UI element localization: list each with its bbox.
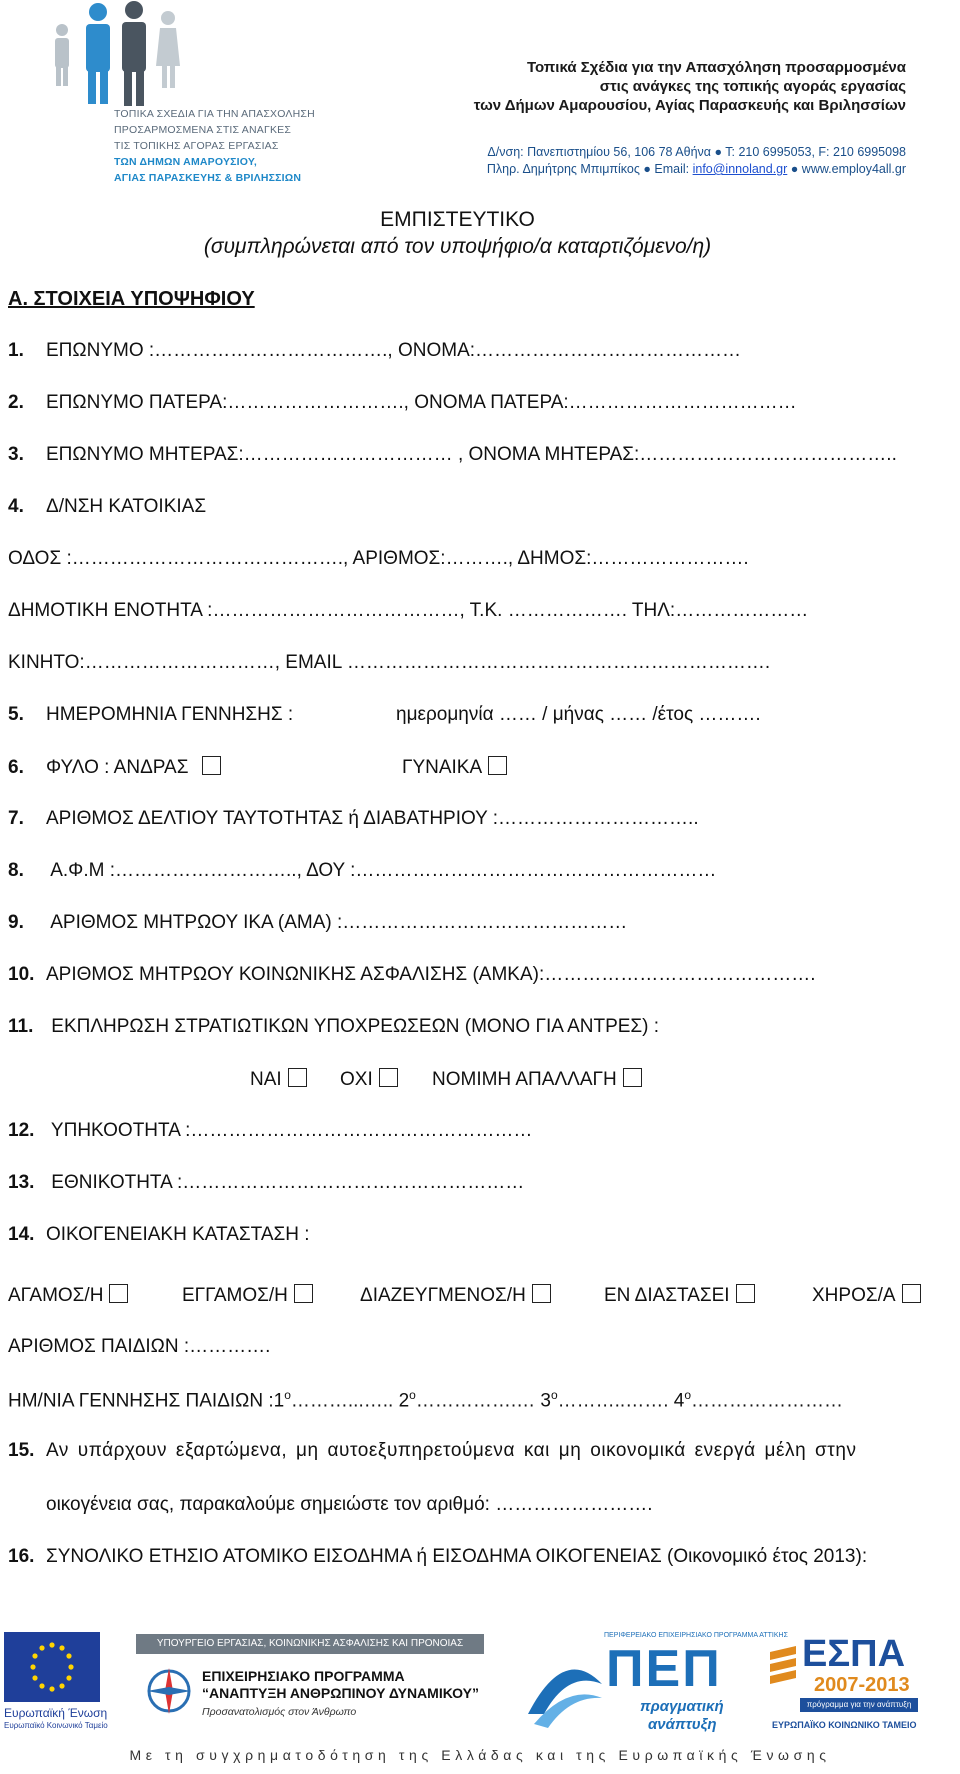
marital-separated-checkbox[interactable] xyxy=(736,1284,755,1303)
logo-text-5: ΑΓΙΑΣ ΠΑΡΑΣΚΕΥΗΣ & ΒΡΙΛΗΣΣΙΩΝ xyxy=(114,172,302,184)
field-text: Αν υπάρχουν εξαρτώμενα, μη αυτοεξυπηρετούμενα και μη οικονομικά ενεργά μέλη στην xyxy=(46,1440,857,1461)
military-yes-option xyxy=(250,1068,307,1091)
marital-widowed-checkbox[interactable] xyxy=(902,1284,921,1303)
espa-stripes-icon xyxy=(768,1642,798,1688)
field-municipal-unit[interactable]: ΔΗΜΟΤΙΚΗ ΕΝΟΤΗΤΑ :…………………………………, Τ.Κ. ………………. ΤΗΛ:………………… xyxy=(8,600,809,621)
field-street[interactable]: ΟΔΟΣ :……………………………………., ΑΡΙΘΜΟΣ:………., ΔΗΜΟΣ:……………………. xyxy=(8,548,749,569)
field-number: 15. xyxy=(8,1440,35,1461)
doc-title: ΕΜΠΙΣΤΕΥΤΙΚΟ xyxy=(380,208,535,231)
field-text: ΕΠΩΝΥΜΟ ΜΗΤΕΡΑΣ:…………………………… , ΟΝΟΜΑ ΜΗΤΕΡΑΣ:………………………………….. xyxy=(46,444,897,465)
pep-sub-1: πραγματική xyxy=(640,1698,724,1715)
field-text: ΟΙΚΟΓΕΝΕΙΑΚΗ ΚΑΤΑΣΤΑΣΗ : xyxy=(46,1224,310,1245)
eu-label: Ευρωπαϊκή Ένωση xyxy=(4,1706,108,1720)
cofunding-note: Με τη συγχρηματοδότηση της Ελλάδας και της Ευρωπαϊκής Ένωσης xyxy=(129,1747,831,1763)
logo-text-4: ΤΩΝ ΔΗΜΩΝ ΑΜΑΡΟΥΣΙΟΥ, xyxy=(114,156,258,168)
field-number: 3. xyxy=(8,444,24,465)
field-citizenship[interactable] xyxy=(8,1120,532,1142)
field-number: 4. xyxy=(8,496,24,517)
compass-icon xyxy=(144,1662,194,1720)
website: ● www.employ4all.gr xyxy=(787,162,906,176)
field-text: ΑΡΙΘΜΟΣ ΜΗΤΡΩΟΥ ΙΚΑ (ΑΜΑ) :……………………………………… xyxy=(46,912,628,933)
field-number: 7. xyxy=(8,808,24,829)
military-no-option xyxy=(340,1068,398,1091)
ordinal-1: ο xyxy=(284,1388,291,1402)
option-label: ΧΗΡΟΣ/Α xyxy=(812,1285,896,1306)
female-option xyxy=(402,756,507,779)
pep-swoosh-icon xyxy=(524,1654,604,1732)
field-number: 11. xyxy=(8,1016,34,1037)
program-line-3: των Δήμων Αμαρουσίου, Αγίας Παρασκευής και Βριλησσίων xyxy=(473,97,906,114)
contact-line xyxy=(487,162,906,176)
logo-text-3: ΤΙΣ ΤΟΠΙΚΗΣ ΑΓΟΡΑΣ ΕΡΓΑΣΙΑΣ xyxy=(114,140,279,152)
marital-married-checkbox[interactable] xyxy=(294,1284,313,1303)
field-id-card[interactable] xyxy=(8,808,699,830)
field-text: ΕΠΩΝΥΜΟ :………………………………., ΟΝΟΜΑ:…………………………………… xyxy=(46,340,742,361)
employ4all-logo xyxy=(40,0,315,190)
option-label: ΔΙΑΖΕΥΓΜΕΝΟΣ/Η xyxy=(360,1285,526,1306)
espa-fund: ΕΥΡΩΠΑΪΚΟ ΚΟΙΝΩΝΙΚΟ ΤΑΜΕΙΟ xyxy=(772,1720,917,1730)
marital-married-option xyxy=(182,1284,313,1307)
epanad-title-1: ΕΠΙΧΕΙΡΗΣΙΑΚΟ ΠΡΟΓΡΑΜΜΑ xyxy=(202,1668,405,1684)
field-text: Α.Φ.Μ :……………………….., ΔΟΥ :………………………………………………… xyxy=(46,860,717,881)
espa-logo xyxy=(768,1632,928,1732)
pep-wordmark: ΠΕΠ xyxy=(606,1640,722,1698)
field-dependents-count[interactable]: οικογένεια σας, παρακαλούμε σημειώστε τον αριθμό: ……………………. xyxy=(46,1494,653,1515)
field-children-count[interactable]: ΑΡΙΘΜΟΣ ΠΑΙΔΙΩΝ :…………. xyxy=(8,1336,271,1357)
marital-divorced-checkbox[interactable] xyxy=(532,1284,551,1303)
option-label: ΟΧΙ xyxy=(340,1069,373,1090)
pep-logo xyxy=(524,1632,788,1734)
logo-text-1: ΤΟΠΙΚΑ ΣΧΕΔΙΑ ΓΙΑ ΤΗΝ ΑΠΑΣΧΟΛΗΣΗ xyxy=(114,108,315,120)
program-title xyxy=(346,58,906,115)
field-ika[interactable] xyxy=(8,912,627,934)
field-address-heading xyxy=(8,496,206,518)
dob-blank-1: ………...….. 2 xyxy=(290,1390,410,1412)
field-label: ΦΥΛΟ : ΑΝΔΡΑΣ xyxy=(46,757,189,778)
field-marital-heading xyxy=(8,1224,310,1246)
logo-text-2: ΠΡΟΣΑΡΜΟΣΜΕΝΑ ΣΤΙΣ ΑΝΑΓΚΕΣ xyxy=(114,124,292,136)
field-afm-doy[interactable] xyxy=(8,860,716,882)
field-text: ΣΥΝΟΛΙΚΟ ΕΤΗΣΙΟ ΑΤΟΜΙΚΟ ΕΙΣΟΔΗΜΑ ή ΕΙΣΟΔΗΜΑ ΟΙΚΟΓΕΝΕΙΑΣ (Οικονομικό έτος 2013): xyxy=(46,1546,868,1567)
field-number: 8. xyxy=(8,860,24,881)
female-checkbox[interactable] xyxy=(488,756,507,775)
eu-logo xyxy=(4,1632,134,1732)
section-a-heading: Α. ΣΤΟΙΧΕΙΑ ΥΠΟΨΗΦΙΟΥ xyxy=(8,288,255,310)
field-surname-name[interactable] xyxy=(8,340,741,362)
epanad-motto: Προσανατολισμός στον Άνθρωπο xyxy=(202,1706,357,1718)
field-text: ΑΡΙΘΜΟΣ ΜΗΤΡΩΟΥ ΚΟΙΝΩΝΙΚΗΣ ΑΣΦΑΛΙΣΗΣ (ΑΜΚΑ):……………………………………. xyxy=(46,964,816,985)
dob-blank-4: …………………… xyxy=(691,1390,844,1412)
ordinal-2: ο xyxy=(409,1388,416,1402)
doc-subtitle: (συμπληρώνεται από τον υποψήφιο/α καταρτιζόμενο/η) xyxy=(203,235,712,258)
field-number: 10. xyxy=(8,964,35,985)
espa-wordmark: ΕΣΠΑ xyxy=(802,1633,906,1675)
marital-divorced-option xyxy=(360,1284,551,1307)
email-link[interactable]: info@innoland.gr xyxy=(692,162,788,176)
people-icon xyxy=(40,0,180,110)
ordinal-3: ο xyxy=(550,1388,558,1402)
field-amka[interactable] xyxy=(8,964,816,986)
field-label: ΗΜΕΡΟΜΗΝΙΑ ΓΕΝΝΗΣΗΣ : xyxy=(46,704,294,725)
program-line-1: Τοπικά Σχέδια για την Απασχόληση προσαρμοσμένα xyxy=(527,59,906,76)
marital-separated-option xyxy=(604,1284,755,1307)
male-checkbox[interactable] xyxy=(202,756,221,775)
field-number: 14. xyxy=(8,1224,35,1245)
field-text: ΕΚΠΛΗΡΩΣΗ ΣΤΡΑΤΙΩΤΙΚΩΝ ΥΠΟΧΡΕΩΣΕΩΝ (ΜΟΝΟ ΓΙΑ ΑΝΤΡΕΣ) : xyxy=(46,1016,660,1037)
eu-flag-icon xyxy=(4,1632,100,1702)
field-birthdate[interactable] xyxy=(8,704,293,726)
ordinal-4: ο xyxy=(684,1388,692,1402)
espa-years: 2007-2013 xyxy=(814,1674,910,1696)
military-no-checkbox[interactable] xyxy=(379,1068,398,1087)
field-number: 2. xyxy=(8,392,24,413)
field-number: 13. xyxy=(8,1172,35,1193)
marital-single-option xyxy=(8,1284,128,1307)
field-number: 5. xyxy=(8,704,24,725)
military-exempt-option xyxy=(432,1068,642,1091)
field-nationality[interactable] xyxy=(8,1172,524,1194)
field-text: ΕΠΩΝΥΜΟ ΠΑΤΕΡΑ:………………………., ΟΝΟΜΑ ΠΑΤΕΡΑ:……………………………… xyxy=(46,392,797,413)
field-text: ΥΠΗΚΟΟΤΗΤΑ :……………………………………………… xyxy=(46,1120,533,1141)
dob-blank-2: …………….… 3 xyxy=(415,1390,551,1412)
field-number: 1. xyxy=(8,340,24,361)
field-number: 12. xyxy=(8,1120,35,1141)
field-mobile-email[interactable]: ΚΙΝΗΤΟ:…………………………, EMAIL …………………………………………………………. xyxy=(8,652,771,673)
military-exempt-checkbox[interactable] xyxy=(623,1068,642,1087)
field-military xyxy=(8,1016,659,1038)
field-number: 6. xyxy=(8,757,24,778)
field-children-dob[interactable] xyxy=(8,1388,843,1412)
program-line-2: στις ανάγκες της τοπικής αγοράς εργασίας xyxy=(599,78,906,95)
field-text: ΕΘΝΙΚΟΤΗΤΑ :……………………………………………… xyxy=(46,1172,525,1193)
field-mother[interactable] xyxy=(8,444,897,466)
field-text: Δ/ΝΣΗ ΚΑΤΟΙΚΙΑΣ xyxy=(46,496,207,517)
ministry-banner: ΥΠΟΥΡΓΕΙΟ ΕΡΓΑΣΙΑΣ, ΚΟΙΝΩΝΙΚΗΣ ΑΣΦΑΛΙΣΗΣ ΚΑΙ ΠΡΟΝΟΙΑΣ xyxy=(136,1634,484,1654)
option-label: ΕΓΓΑΜΟΣ/Η xyxy=(182,1285,288,1306)
field-text: ΑΡΙΘΜΟΣ ΔΕΛΤΙΟΥ ΤΑΥΤΟΤΗΤΑΣ ή ΔΙΑΒΑΤΗΡΙΟΥ :………………………….. xyxy=(46,808,699,829)
option-label: ΝΟΜΙΜΗ ΑΠΑΛΛΑΓΗ xyxy=(432,1069,617,1090)
contact-prefix: Πληρ. Δημήτρης Μπιμπίκος ● Email: xyxy=(486,162,693,176)
epanad-title-2: “ΑΝΑΠΤΥΞΗ ΑΝΘΡΩΠΙΝΟΥ ΔΥΝΑΜΙΚΟΥ” xyxy=(202,1685,480,1701)
marital-single-checkbox[interactable] xyxy=(109,1284,128,1303)
field-dependents xyxy=(8,1440,857,1462)
address: Δ/νση: Πανεπιστημίου 56, 106 78 Αθήνα ● Τ: 210 6995053, F: 210 6995098 xyxy=(487,145,906,159)
marital-widowed-option xyxy=(812,1284,921,1307)
option-label: ΕΝ ΔΙΑΣΤΑΣΕΙ xyxy=(604,1285,730,1306)
option-label: ΝΑΙ xyxy=(250,1069,282,1090)
field-father[interactable] xyxy=(8,392,797,414)
pep-top-text: ΠΕΡΙΦΕΡΕΙΑΚΟ ΕΠΙΧΕΙΡΗΣΙΑΚΟ ΠΡΟΓΡΑΜΜΑ ΑΤΤΙΚΗΣ xyxy=(604,1632,788,1639)
dob-blank-3: ………..……. 4 xyxy=(557,1390,685,1412)
field-number: 9. xyxy=(8,912,24,933)
espa-subtitle: πρόγραμμα για την ανάπτυξη xyxy=(800,1698,918,1712)
field-income[interactable] xyxy=(8,1546,867,1568)
pep-sub-2: ανάπτυξη xyxy=(648,1716,717,1733)
field-number: 16. xyxy=(8,1546,35,1567)
field-gender xyxy=(8,756,221,779)
eu-sublabel: Ευρωπαϊκό Κοινωνικό Ταμείο xyxy=(4,1721,108,1730)
option-label: ΑΓΑΜΟΣ/Η xyxy=(8,1285,104,1306)
field-birthdate-value[interactable]: ημερομηνία …… / μήνας …… /έτος ………. xyxy=(396,704,761,725)
military-yes-checkbox[interactable] xyxy=(288,1068,307,1087)
field-label: ΗΜ/ΝΙΑ ΓΕΝΝΗΣΗΣ ΠΑΙΔΙΩΝ :1 xyxy=(8,1390,285,1412)
epanad-logo xyxy=(136,1634,484,1732)
option-label: ΓΥΝΑΙΚΑ xyxy=(402,757,483,778)
